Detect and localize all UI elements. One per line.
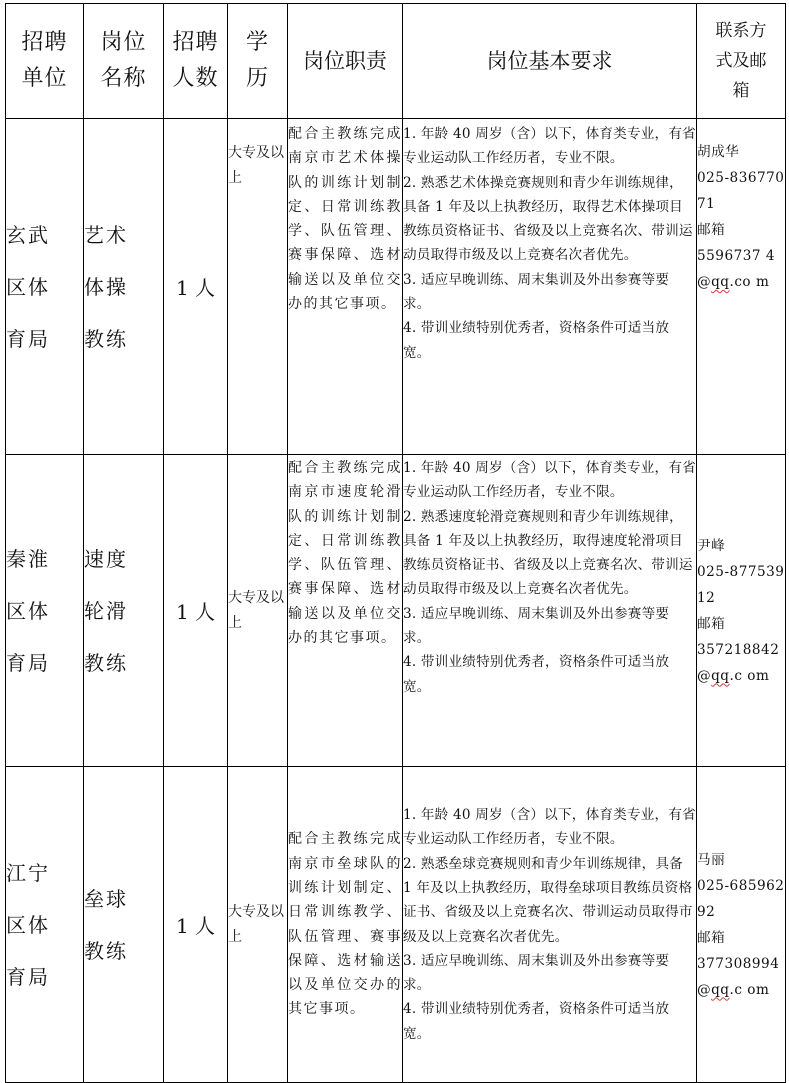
count-cell: 1 人 (164, 119, 228, 455)
contact-phone: 025-87753912 (697, 563, 785, 606)
header-requirements: 岗位基本要求 (403, 4, 697, 119)
header-unit: 招聘 单位 (6, 4, 84, 119)
unit-cell: 江宁 区体 育局 (6, 767, 84, 1083)
count-cell: 1 人 (164, 767, 228, 1083)
contact-name: 马丽 (697, 851, 726, 868)
contact-email: 5596737 4@qq.co m (697, 248, 776, 290)
table-row (6, 455, 786, 767)
header-contact: 联系方 式及邮 箱 (697, 4, 786, 119)
contact-cell (697, 767, 786, 1083)
contact-email-label: 邮箱 (697, 222, 726, 238)
contact-name: 尹峰 (697, 537, 726, 554)
contact-phone: 025-68596292 (697, 877, 785, 920)
requirement-item: 4. 带训业绩特别优秀者，资格条件可适当放宽。 (403, 320, 670, 361)
requirement-item: 3. 适应早晚训练、周末集训及外出参赛等要求。 (403, 605, 670, 647)
header-position: 岗位 名称 (84, 4, 164, 119)
education-cell: 大专及以上 (228, 119, 288, 455)
duty-cell: 配合主教练完成南京市垒球队的训练计划制定、日常训练教学、队伍管理、赛事保障、选材输送以及单位交办的其它事项。 (288, 767, 403, 1083)
requirement-item: 2. 熟悉垒球竞赛规则和青少年训练规律，具备 1 年及以上执教经历，取得垒球项目教练员资格证书、省级及以上竞赛名次、带训运动员取得市级及以上竞赛名次者优先。 (403, 855, 693, 945)
contact-phone: 025-83677071 (697, 170, 785, 212)
requirements-cell (403, 767, 697, 1083)
contact-email-label: 邮箱 (697, 929, 726, 946)
education-cell: 大专及以上 (228, 455, 288, 767)
unit-cell: 秦淮 区体 育局 (6, 455, 84, 767)
contact-email: 377308994@qq.c om (697, 955, 780, 998)
table-row (6, 767, 786, 1083)
requirement-item: 1. 年龄 40 周岁（含）以下，体育类专业，有省专业运动队工作经历者，专业不限。 (403, 126, 696, 167)
table-row (6, 119, 786, 455)
recruitment-table (5, 3, 786, 1083)
requirement-item: 1. 年龄 40 周岁（含）以下，体育类专业，有省专业运动队工作经历者，专业不限。 (403, 460, 696, 501)
requirement-item: 2. 熟悉速度轮滑竞赛规则和青少年训练规律，具备 1 年及以上执教经历，取得速度轮滑项目教练员资格证书、省级及以上竞赛名次、带训运动员取得市级及以上竞赛名次者优先。 (403, 508, 693, 598)
requirement-item: 1. 年龄 40 周岁（含）以下，体育类专业，有省专业运动队工作经历者，专业不限。 (403, 807, 696, 848)
header-education: 学 历 (228, 4, 288, 119)
position-cell: 垒球 教练 (84, 767, 164, 1083)
duty-cell: 配合主教练完成南京市速度轮滑队的训练计划制定、日常训练教学、队伍管理、赛事保障、选材输送以及单位交办的其它事项。 (288, 455, 403, 767)
requirement-item: 2. 熟悉艺术体操竞赛规则和青少年训练规律，具备 1 年及以上执教经历，取得艺术体操项目教练员资格证书、省级及以上竞赛名次、带训运动员取得市级及以上竞赛名次者优先。 (403, 174, 693, 264)
contact-cell (697, 119, 786, 455)
duty-cell: 配合主教练完成南京市艺术体操队的训练计划制定、日常训练教学、队伍管理、赛事保障、选材输送以及单位交办的其它事项。 (288, 119, 403, 455)
header-duty: 岗位职责 (288, 4, 403, 119)
count-cell: 1 人 (164, 455, 228, 767)
contact-cell (697, 455, 786, 767)
requirements-cell (403, 119, 697, 455)
header-count: 招聘 人数 (164, 4, 228, 119)
header-row (6, 4, 786, 119)
requirement-item: 3. 适应早晚训练、周末集训及外出参赛等要求。 (403, 271, 670, 313)
unit-cell: 玄武 区体 育局 (6, 119, 84, 455)
contact-email: 357218842@qq.c om (697, 641, 780, 684)
contact-name: 胡成华 (697, 144, 740, 160)
position-cell: 艺术 体操 教练 (84, 119, 164, 455)
position-cell: 速度 轮滑 教练 (84, 455, 164, 767)
education-cell: 大专及以上 (228, 767, 288, 1083)
requirement-item: 4. 带训业绩特别优秀者，资格条件可适当放宽。 (403, 1001, 670, 1042)
requirement-item: 4. 带训业绩特别优秀者，资格条件可适当放宽。 (403, 654, 670, 695)
requirements-cell (403, 455, 697, 767)
contact-email-label: 邮箱 (697, 615, 726, 632)
requirement-item: 3. 适应早晚训练、周末集训及外出参赛等要求。 (403, 952, 670, 994)
